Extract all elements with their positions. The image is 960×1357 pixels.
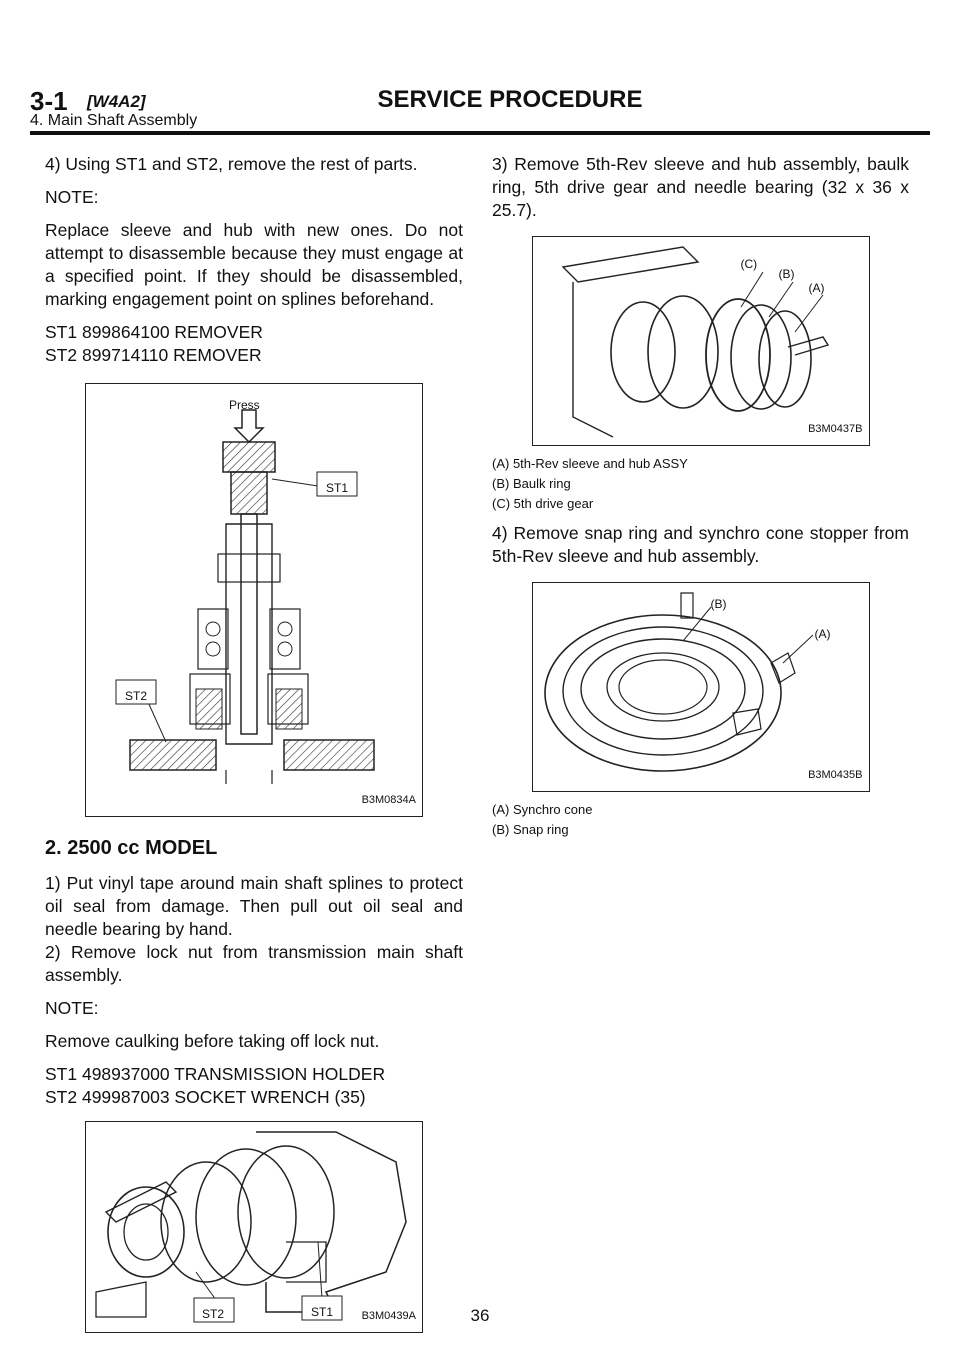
figure-sleeve-hub xyxy=(532,236,870,446)
press-diagram-illustration xyxy=(86,384,422,816)
label-b: (B) xyxy=(778,267,795,281)
label-snap-ring: (B) xyxy=(710,597,727,611)
tool-st1-holder: ST1 498937000 TRANSMISSION HOLDER xyxy=(45,1064,386,1084)
header-rule xyxy=(30,131,930,135)
tool-list xyxy=(45,321,463,367)
legend-figure-3 xyxy=(492,454,909,514)
tool-list-2 xyxy=(45,1063,463,1109)
label-st2-wrench: ST2 xyxy=(202,1307,225,1321)
tool-st2-wrench: ST2 499987003 SOCKET WRENCH (35) xyxy=(45,1087,366,1107)
section-heading: 2. 2500 cc MODEL xyxy=(45,837,218,859)
step-3-text: 3) Remove 5th-Rev sleeve and hub assembly, baulk ring, 5th drive gear and needle bearing (32 x 36 x 25.7). xyxy=(492,154,909,220)
figure-code-4: B3M0435B xyxy=(808,769,863,781)
lock-nut-illustration xyxy=(86,1122,422,1332)
legend-item: (A) Synchro cone xyxy=(492,802,593,817)
note-label: NOTE: xyxy=(45,187,99,207)
legend-figure-4 xyxy=(492,800,909,840)
label-press: Press xyxy=(229,398,260,412)
section-code: [W4A2] xyxy=(87,92,146,111)
left-column xyxy=(45,153,463,1341)
section-subtitle: 4. Main Shaft Assembly xyxy=(30,112,198,129)
figure-code-2: B3M0439A xyxy=(361,1310,416,1322)
right-column xyxy=(492,153,909,848)
note-text: Replace sleeve and hub with new ones. Do not attempt to disassemble because they must engage at a specified point. If they should be disassembled, marking engagement point on splines beforehand. xyxy=(45,220,463,309)
figure-remover-press xyxy=(85,383,423,817)
step-2-text: 2) Remove lock nut from transmission main shaft assembly. xyxy=(45,942,463,985)
label-a: (A) xyxy=(808,281,825,295)
page-number: 36 xyxy=(470,1306,490,1325)
figure-code: B3M0834A xyxy=(361,794,416,806)
label-st2: ST2 xyxy=(125,689,148,703)
legend-item: (B) Baulk ring xyxy=(492,476,571,491)
figure-synchro-cone xyxy=(532,582,870,792)
step-4-text: 4) Using ST1 and ST2, remove the rest of parts. xyxy=(45,154,418,174)
note-label-2: NOTE: xyxy=(45,998,99,1018)
step-4b-text: 4) Remove snap ring and synchro cone stopper from 5th-Rev sleeve and hub assembly. xyxy=(492,523,909,566)
label-st1: ST1 xyxy=(326,481,349,495)
step-1-text: 1) Put vinyl tape around main shaft splines to protect oil seal from damage. Then pull out oil seal and needle bearing by hand. xyxy=(45,873,463,939)
sleeve-hub-illustration xyxy=(533,237,869,445)
note-text-2: Remove caulking before taking off lock nut. xyxy=(45,1031,380,1051)
label-c: (C) xyxy=(740,257,758,271)
tool-st1: ST1 899864100 REMOVER xyxy=(45,322,263,342)
label-synchro-cone: (A) xyxy=(814,627,831,641)
legend-item: (B) Snap ring xyxy=(492,822,569,837)
tool-st2: ST2 899714110 REMOVER xyxy=(45,345,262,365)
label-st1-holder: ST1 xyxy=(311,1305,334,1319)
figure-code-3: B3M0437B xyxy=(808,423,863,435)
section-title: SERVICE PROCEDURE xyxy=(377,86,643,113)
legend-item: (C) 5th drive gear xyxy=(492,496,594,511)
figure-lock-nut xyxy=(85,1121,423,1333)
section-number: 3-1 xyxy=(30,86,68,116)
legend-item: (A) 5th-Rev sleeve and hub ASSY xyxy=(492,456,688,471)
synchro-cone-illustration xyxy=(533,583,869,791)
